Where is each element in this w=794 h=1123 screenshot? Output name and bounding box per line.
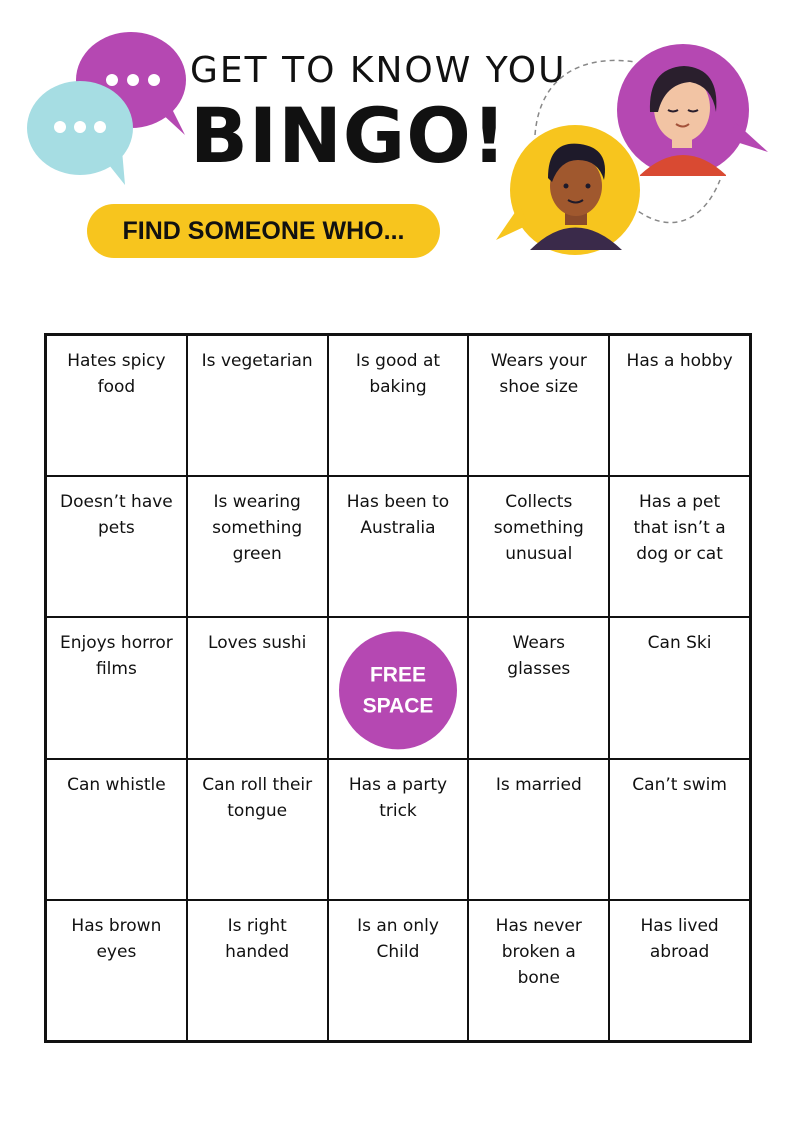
blue-speech-bubble-icon	[27, 81, 133, 185]
bingo-cell-label: Has never broken a bone	[495, 915, 582, 988]
bingo-cell-label: Doesn’t have pets	[60, 492, 173, 539]
bingo-cell[interactable]	[45, 899, 188, 1042]
bingo-cell[interactable]	[186, 475, 329, 618]
bingo-cell-label: Is good at baking	[355, 351, 441, 397]
bingo-cell-label: Wears glasses	[507, 633, 571, 680]
bingo-cell-label: Wears your shoe size	[490, 351, 587, 397]
bingo-grid	[44, 333, 752, 1043]
bingo-cell-label: Has lived abroad	[640, 915, 719, 962]
bingo-cell[interactable]	[186, 758, 329, 901]
bingo-cell-label: Collects something unusual	[493, 492, 584, 565]
bingo-cell[interactable]	[45, 758, 188, 901]
bingo-cell-label: Enjoys horror films	[59, 633, 173, 680]
bingo-cell-label: Is vegetarian	[201, 351, 313, 371]
page-title: BINGO!	[190, 91, 508, 180]
bingo-cell[interactable]	[186, 899, 329, 1042]
bingo-cell[interactable]	[45, 475, 188, 618]
bingo-cell[interactable]	[327, 334, 470, 477]
bingo-cell[interactable]	[327, 899, 470, 1042]
bingo-cell[interactable]	[467, 475, 610, 618]
bingo-cell-label: Is wearing something green	[212, 492, 303, 565]
free-space-label: FREE SPACE	[362, 663, 434, 718]
bingo-cell-label: Can whistle	[67, 774, 166, 795]
bingo-cell[interactable]	[45, 616, 188, 759]
bingo-cell[interactable]	[467, 758, 610, 901]
free-space-cell[interactable]	[327, 616, 470, 759]
bingo-cell-label: Is an only Child	[357, 915, 439, 962]
bingo-cell[interactable]	[467, 899, 610, 1042]
free-space-circle	[339, 631, 457, 749]
bingo-cell[interactable]	[608, 616, 751, 759]
prompt-banner: FIND SOMEONE WHO...	[87, 204, 440, 258]
woman-avatar-icon	[617, 44, 768, 176]
bingo-cell[interactable]	[186, 334, 329, 477]
bingo-cell[interactable]	[467, 334, 610, 477]
bingo-cell-label: Can Ski	[647, 633, 712, 654]
man-avatar-icon	[496, 125, 640, 255]
subtitle: GET TO KNOW YOU	[190, 50, 567, 91]
bingo-cell-label: Has been to Australia	[346, 492, 450, 539]
bingo-cell[interactable]	[186, 616, 329, 759]
bingo-cell[interactable]	[327, 758, 470, 901]
bingo-cell[interactable]	[45, 334, 188, 477]
bingo-cell-label: Is right handed	[225, 915, 290, 962]
bingo-cell-label: Hates spicy food	[67, 351, 166, 397]
bingo-cell-label: Has a hobby	[626, 351, 733, 371]
bingo-cell-label: Can’t swim	[632, 774, 727, 795]
bingo-cell[interactable]	[608, 475, 751, 618]
bingo-cell-label: Has a pet that isn’t a dog or cat	[633, 492, 726, 565]
bingo-cell[interactable]	[608, 334, 751, 477]
bingo-cell-label: Is married	[495, 774, 582, 795]
bingo-cell-label: Has a party trick	[348, 774, 448, 821]
bingo-cell[interactable]	[608, 899, 751, 1042]
bingo-cell[interactable]	[608, 758, 751, 901]
bingo-cell-label: Loves sushi	[208, 633, 307, 654]
bingo-cell-label: Has brown eyes	[71, 915, 162, 962]
bingo-cell[interactable]	[467, 616, 610, 759]
bingo-cell-label: Can roll their tongue	[202, 774, 313, 821]
bingo-cell[interactable]	[327, 475, 470, 618]
